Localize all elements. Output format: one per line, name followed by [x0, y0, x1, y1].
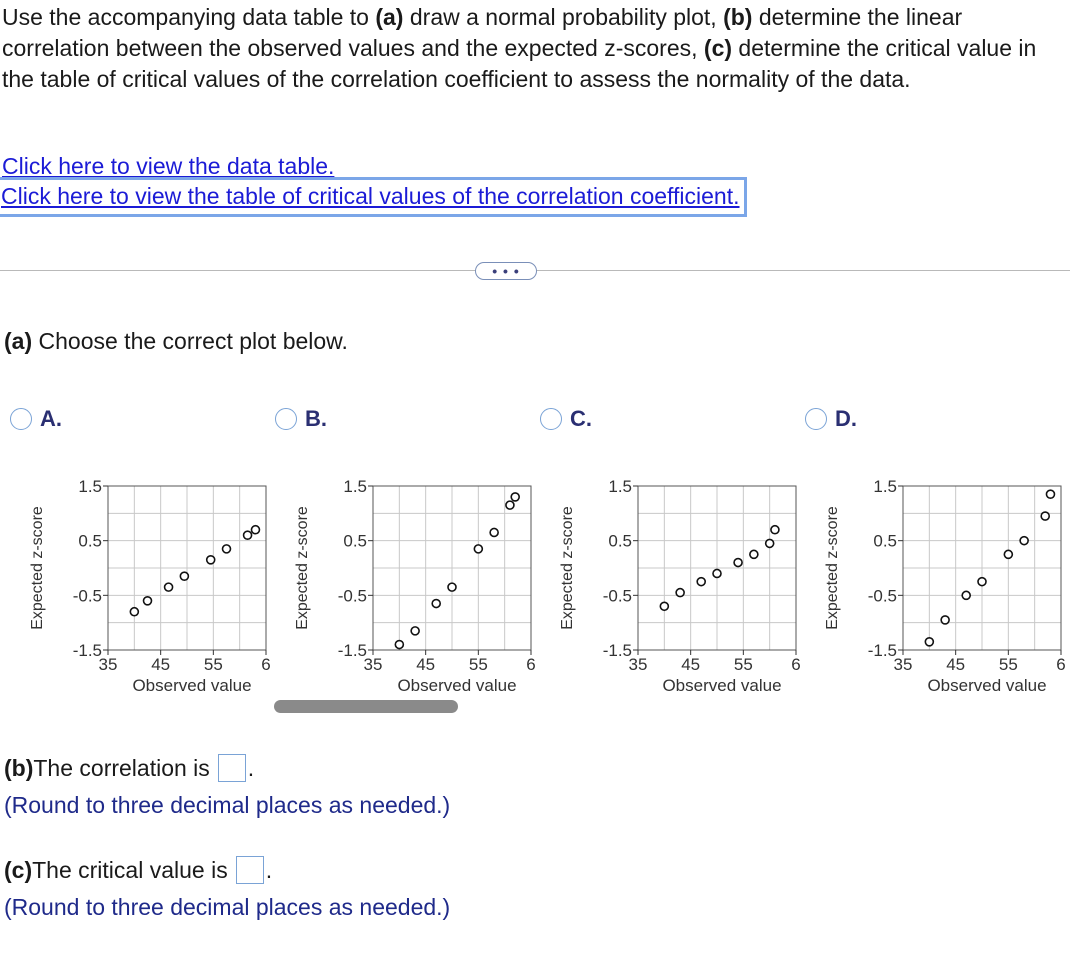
- y-tick-label: -1.5: [337, 641, 367, 660]
- data-point: [734, 559, 742, 567]
- x-axis-title: Observed value: [662, 676, 782, 695]
- y-tick-label: 1.5: [78, 477, 102, 496]
- x-tick-label: 45: [681, 655, 701, 674]
- data-point: [244, 531, 252, 539]
- data-point: [490, 528, 498, 536]
- y-axis-title: Expected z-score: [294, 506, 311, 630]
- data-point: [697, 578, 705, 586]
- y-tick-label: 1.5: [608, 477, 632, 496]
- y-tick-label: -1.5: [72, 641, 102, 660]
- x-tick-label: 6: [791, 655, 801, 674]
- part-b-tag: (b): [723, 4, 753, 30]
- data-point: [1041, 512, 1049, 520]
- y-tick-label: 0.5: [608, 531, 632, 551]
- x-tick-label: 35: [628, 655, 648, 674]
- data-point: [144, 597, 152, 605]
- correlation-input[interactable]: [218, 754, 246, 782]
- data-point: [506, 501, 514, 509]
- y-tick-label: -1.5: [867, 641, 897, 660]
- y-tick-label: 1.5: [343, 477, 367, 496]
- chart-option-a: [18, 460, 271, 705]
- x-axis-title: Observed value: [927, 676, 1047, 695]
- x-tick-label: 6: [526, 655, 536, 674]
- chart-option-c: [548, 460, 801, 705]
- option-a[interactable]: [10, 406, 62, 432]
- x-tick-label: 35: [893, 655, 913, 674]
- y-axis-title: Expected z-score: [29, 506, 46, 630]
- data-point: [223, 545, 231, 553]
- option-c[interactable]: [540, 406, 592, 432]
- part-a-prompt: (a) Choose the correct plot below.: [4, 328, 348, 354]
- data-point: [180, 572, 188, 580]
- option-b-radio[interactable]: [275, 408, 297, 430]
- data-point: [1004, 550, 1012, 558]
- data-point: [676, 589, 684, 597]
- expand-more-button[interactable]: • • •: [475, 262, 537, 280]
- data-point: [750, 550, 758, 558]
- x-tick-label: 45: [946, 655, 966, 674]
- option-a-letter: A.: [40, 406, 62, 431]
- data-table-link[interactable]: Click here to view the data table.: [2, 153, 335, 179]
- data-point: [511, 493, 519, 501]
- data-point: [660, 602, 668, 610]
- plot-svg: [548, 460, 801, 700]
- question-text: Use the accompanying data table to (a) draw a normal probability plot, (b) determine the linear correlation between the observed values and the expected z-scores, (c) determine the critical value in the table of critical values of the correlation coefficient to assess the normality of the data.: [2, 4, 1037, 92]
- y-tick-label: 0.5: [78, 531, 102, 551]
- x-tick-label: 55: [203, 655, 223, 674]
- option-d-letter: D.: [835, 406, 857, 431]
- data-point: [766, 539, 774, 547]
- y-tick-label: -0.5: [867, 586, 897, 606]
- part-a-tag: (a): [375, 4, 404, 30]
- data-point: [474, 545, 482, 553]
- data-point: [207, 556, 215, 564]
- data-point: [165, 583, 173, 591]
- x-axis-title: Observed value: [132, 676, 252, 695]
- y-axis-title: Expected z-score: [559, 506, 576, 630]
- horizontal-scrollbar-thumb[interactable]: [274, 700, 458, 713]
- part-c-line: (c) The critical value is .: [4, 856, 273, 883]
- y-tick-label: 0.5: [873, 531, 897, 551]
- y-tick-label: -1.5: [602, 641, 632, 660]
- plot-svg: [18, 460, 271, 700]
- x-tick-label: 45: [151, 655, 171, 674]
- y-tick-label: -0.5: [602, 586, 632, 606]
- data-point: [411, 627, 419, 635]
- data-point: [713, 569, 721, 577]
- part-c-hint: (Round to three decimal places as needed.): [4, 894, 451, 920]
- data-point: [251, 526, 259, 534]
- x-tick-label: 35: [98, 655, 118, 674]
- y-tick-label: -0.5: [72, 586, 102, 606]
- plot-svg: [813, 460, 1066, 700]
- data-point: [925, 638, 933, 646]
- y-tick-label: 1.5: [873, 477, 897, 496]
- x-tick-label: 55: [998, 655, 1018, 674]
- data-point: [962, 591, 970, 599]
- data-point: [130, 608, 138, 616]
- option-c-letter: C.: [570, 406, 592, 431]
- data-point: [1020, 537, 1028, 545]
- data-point: [432, 600, 440, 608]
- x-tick-label: 35: [363, 655, 383, 674]
- option-d[interactable]: [805, 406, 857, 432]
- chart-option-b: [283, 460, 536, 705]
- data-point: [941, 616, 949, 624]
- plot-svg: [283, 460, 536, 700]
- y-tick-label: 0.5: [343, 531, 367, 551]
- option-d-radio[interactable]: [805, 408, 827, 430]
- x-axis-title: Observed value: [397, 676, 517, 695]
- data-point: [1046, 490, 1054, 498]
- part-b-line: (b) The correlation is .: [4, 754, 255, 781]
- chart-option-d: [813, 460, 1066, 705]
- option-a-radio[interactable]: [10, 408, 32, 430]
- data-point: [395, 641, 403, 649]
- x-tick-label: 55: [733, 655, 753, 674]
- x-tick-label: 55: [468, 655, 488, 674]
- option-b-letter: B.: [305, 406, 327, 431]
- x-tick-label: 45: [416, 655, 436, 674]
- data-point: [771, 526, 779, 534]
- y-tick-label: -0.5: [337, 586, 367, 606]
- critical-value-input[interactable]: [236, 856, 264, 884]
- part-b-hint: (Round to three decimal places as needed.): [4, 792, 451, 818]
- x-tick-label: 6: [261, 655, 271, 674]
- part-c-tag: (c): [703, 35, 733, 61]
- data-point: [978, 578, 986, 586]
- critical-values-link[interactable]: Click here to view the table of critical values of the correlation coefficient.: [0, 181, 743, 213]
- y-axis-title: Expected z-score: [824, 506, 841, 630]
- data-point: [448, 583, 456, 591]
- option-c-radio[interactable]: [540, 408, 562, 430]
- x-tick-label: 6: [1056, 655, 1066, 674]
- option-b[interactable]: [275, 406, 327, 432]
